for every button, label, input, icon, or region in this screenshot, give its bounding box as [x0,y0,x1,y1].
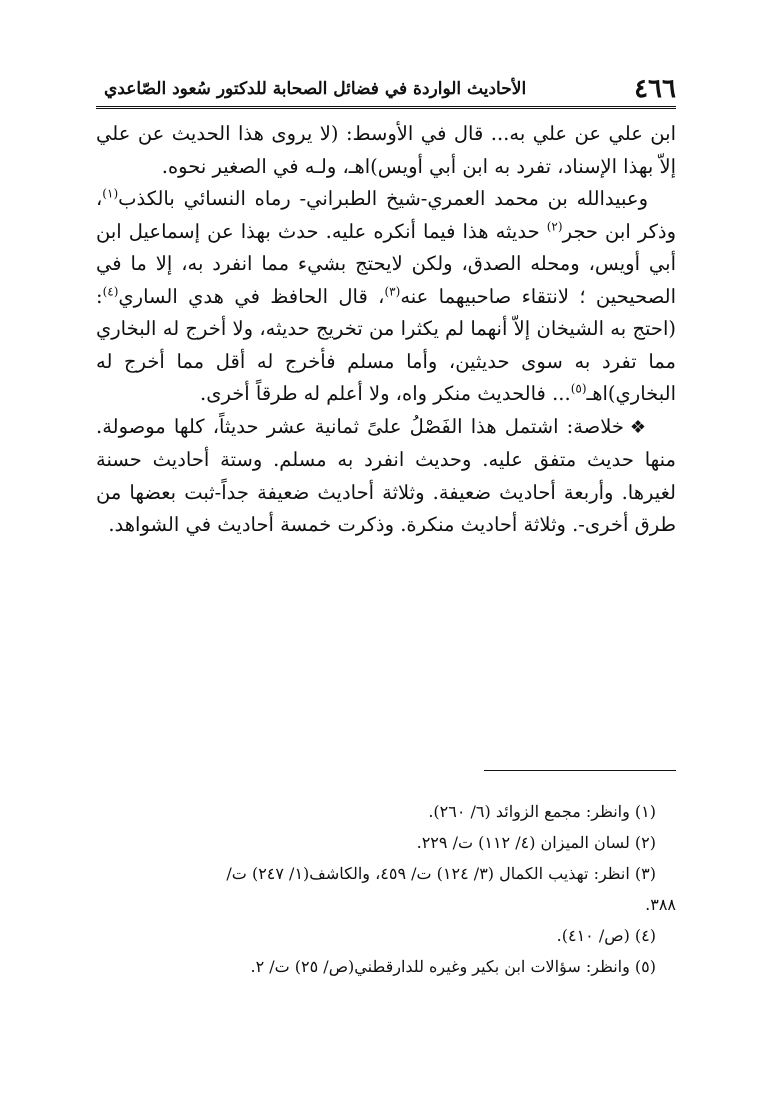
diamond-bullet-icon: ❖ [629,416,649,438]
footnote-ref-2: (٢) [546,219,563,233]
page-number: ٤٦٦ [634,74,676,104]
paragraph-2 [96,183,676,411]
footnote-1: (١) وانظر: مجمع الزوائد (٦/ ٢٦٠). [428,802,656,821]
footnote-4: (٤) (ص/ ٤١٠). [556,926,656,945]
footnotes [96,796,676,982]
paragraph-2-part-b: ، وذكر ابن حجر [96,187,676,243]
summary-paragraph [96,411,676,542]
running-title: الأحاديث الواردة في فضائل الصحابة للدكتور سُعود الصّاعدي [104,79,527,99]
header-divider [96,106,676,109]
paragraph-2-part-d: ، قال الحافظ في هدي الساري [118,284,385,308]
paragraph-2-part-a: وعبيدالله بن محمد العمري-شيخ الطبراني- رماه النسائي بالكذب [118,187,648,210]
book-page [96,0,676,1096]
paragraph-1: ابن علي عن علي به... قال في الأوسط: (لا يروى هذا الحديث عن علي إلاّ بهذا الإسناد، تفرد به ابن أبي أويس)اهـ، ولـه في الصغير نحوه. [96,122,676,178]
footnote-5: (٥) وانظر: سؤالات ابن بكير وغيره للدارقطني(ص/ ٢٥) ت/ ٢. [250,957,656,976]
footnote-2: (٢) لسان الميزان (٤/ ١١٢) ت/ ٢٢٩. [416,833,656,852]
page-header [96,68,676,104]
paragraph-2-part-e: : (احتج به الشيخان إلاّ أنهما لم يكثرا من تخريج حديثه، ولا أخرج له البخاري مما تفرد به سوى حديثين، وأما مسلم فأخرج له أقل مما أخرج له البخاري)اهـ [96,284,676,405]
footnote-ref-3: (٣) [384,284,401,298]
summary-text: خلاصة: اشتمل هذا الفَصْلُ علىً ثمانية عشر حديثاً، كلها موصولة. منها حديث متفق عليه. وحديث انفرد به مسلم. وستة أحاديث حسنة لغيرها. وأربعة أحاديث ضعيفة. وثلاثة أحاديث ضعيفة جداً-ثبت بعضها من طرق أخرى-. وثلاثة أحاديث منكرة. وذكرت خمسة أحاديث في الشواهد. [96,414,676,536]
main-text [96,118,676,542]
footnote-3: (٣) انظر: تهذيب الكمال (٣/ ١٢٤) ت/ ٤٥٩، والكاشف(١/ ٢٤٧) ت/ [226,864,656,883]
footnote-3-continuation: ٣٨٨. [645,895,676,914]
footnote-ref-4: (٤) [102,284,119,298]
paragraph-2-part-f: ... فالحديث منكر واه، ولا أعلم له طرقاً أخرى. [200,382,571,405]
paragraph-2-part-c: حديثه هذا فيما أنكره عليه. حدث بهذا عن إسماعيل ابن أبي أويس، ومحله الصدق، ولكن لايحتج بشيء مما انفرد به، إلا ما في الصحيحين ؛ لانتقاء صاحبيهما عنه [96,219,676,308]
footnote-divider [484,770,676,771]
footnote-ref-1: (١) [102,186,119,201]
footnote-ref-5: (٥) [570,381,587,396]
